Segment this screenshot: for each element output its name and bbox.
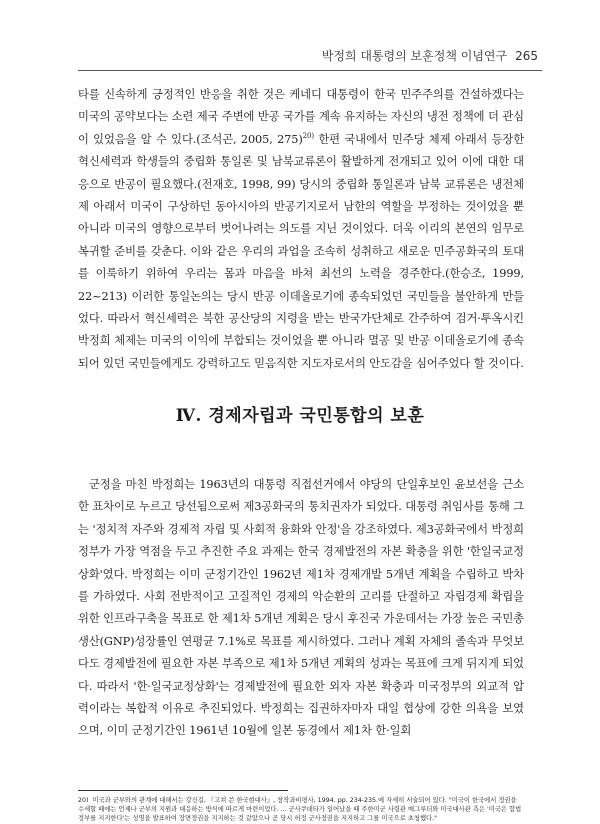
page-number: 265 bbox=[515, 49, 538, 63]
body-paragraph-2: 군정을 마친 박정희는 1963년의 대통령 직접선거에서 야당의 단일후보인 윤보선을 근소한 표차이로 누르고 당선됨으로써 제3공화국의 통치권자가 되었다. 대통령 취임사를 통해 그는 '정치적 자주와 경제적 자립 및 사회적 융화와 안정'을 강조하였다. 제3공화국에서 박정희 정부가 가장 역점을 두고 추진한 주요 과제는 한국 경제발전의 자본 확충을 위한 '한일국교정상화'였다. 박정희는 이미 군정기간인 1962년 제1차 경제개발 5개년 계획을 수립하고 박차를 가하였다. 사회 전반적이고 고질적인 경제의 악순환의 고리를 단절하고 자립경제 확립을 위한 인프라구축을 목표로 한 제1차 5개년 계획은 당시 후진국 가운데서는 가장 높은 국민총생산(GNP)성장률인 연평균 7.1%로 목표를 제시하였다. 그러나 계획 자체의 졸속과 무엇보다도 경제발전에 필요한 자본 부족으로 제1차 5개년 계획의 성과는 목표에 크게 뒤지게 되었다. 따라서 '한·일국교정상화'는 경제발전에 필요한 외자 자본 확충과 미국정부의 외교적 압력이라는 복합적 이유로 추진되었다. 박정희는 집권하자마자 대일 협상에 강한 의욕을 보였으며, 이미 군정기간인 1961년 10월에 일본 동경에서 제1차 한·일회 bbox=[78, 478, 524, 738]
paragraph-1-before-note: 타를 신속하게 긍정적인 반응을 취한 것은 케네디 대통령이 한국 민주주의를 건설하겠다는 미국의 공약보다는 소련 제국 주변에 반공 국가를 계속 유지하는 자신의 냉전 정책에 더 관심이 있었음을 알 수 있다.(조석곤, 2005, 275) bbox=[78, 88, 524, 146]
running-header bbox=[322, 47, 538, 64]
header-rule bbox=[78, 70, 542, 71]
footnote-number: 20) bbox=[78, 797, 89, 804]
footnote bbox=[78, 796, 524, 824]
section-title: Ⅳ. 경제자립과 국민통합의 보훈 bbox=[175, 406, 425, 426]
footnote-rule bbox=[78, 790, 288, 791]
paragraph-1-after-note: 한편 국내에서 민주당 체제 아래서 등장한 혁신세력과 학생들의 중립화 통일론 및 남북교류론이 활발하게 전개되고 있어 이에 대한 대응으로 반공이 필요했다.(전재호, 1998, 99) 당시의 중립화 통일론과 남북 교류론은 냉전체제 아래서 미국이 구상하던 동아시아의 반공기지로서 남한의 역할을 부정하는 것이었을 뿐 아니라 미국의 영향으로부터 벗어나려는 의도를 지닌 것이었다. 더욱 이리의 본연의 임무로 복귀할 준비를 갖춘다. 이와 같은 우리의 과업을 조속히 성취하고 새로운 민주공화국의 토대를 이룩하기 위하여 우리는 몸과 마음을 바쳐 최선의 노력을 경주한다.(한승조, 1999, 22~213) 이러한 통일논의는 당시 반공 이데올로기에 종속되었던 국민들을 불안하게 만들었다. 따라서 혁신세력은 북한 공산당의 지령을 받는 반국가단체로 간주하여 검거·투옥시킨 박정희 체제는 미국의 이익에 부합되는 것이었을 뿐 아니라 멸공 및 반공 이데올로기에 종속되어 있던 국민들에게도 강력하고도 믿음직한 지도자로서의 안도감을 심어주었다 할 것이다. bbox=[78, 132, 525, 370]
footnote-reference[interactable]: 20) bbox=[302, 132, 314, 141]
running-title: 박정희 대통령의 보훈정책 이념연구 bbox=[321, 49, 508, 63]
body-paragraph-1 bbox=[78, 84, 524, 375]
footnote-text: 미국과 군부와의 관계에 대해서는 강신길, 『고쳐 쓴 한국현대사』, 창작과비평사, 1994. pp. 234-235.에 자세히 서술되어 있다. "미국이 한국에서 정권을 수세할 때에는 언제나 군부의 지원과 대응하는 방식에 따르게 마련이었다. ... 군사쿠데타가 일어났을 때 주한미군 사령관 매그루더와 미국대사관 측은 '미국은 합법정부를 지지한다'는 성명을 발표하여 장면정권을 지지하는 것 같았으나 곧 당시 허정 군사정권을 지지하고 그를 미국으로 초청했다." bbox=[78, 797, 522, 823]
